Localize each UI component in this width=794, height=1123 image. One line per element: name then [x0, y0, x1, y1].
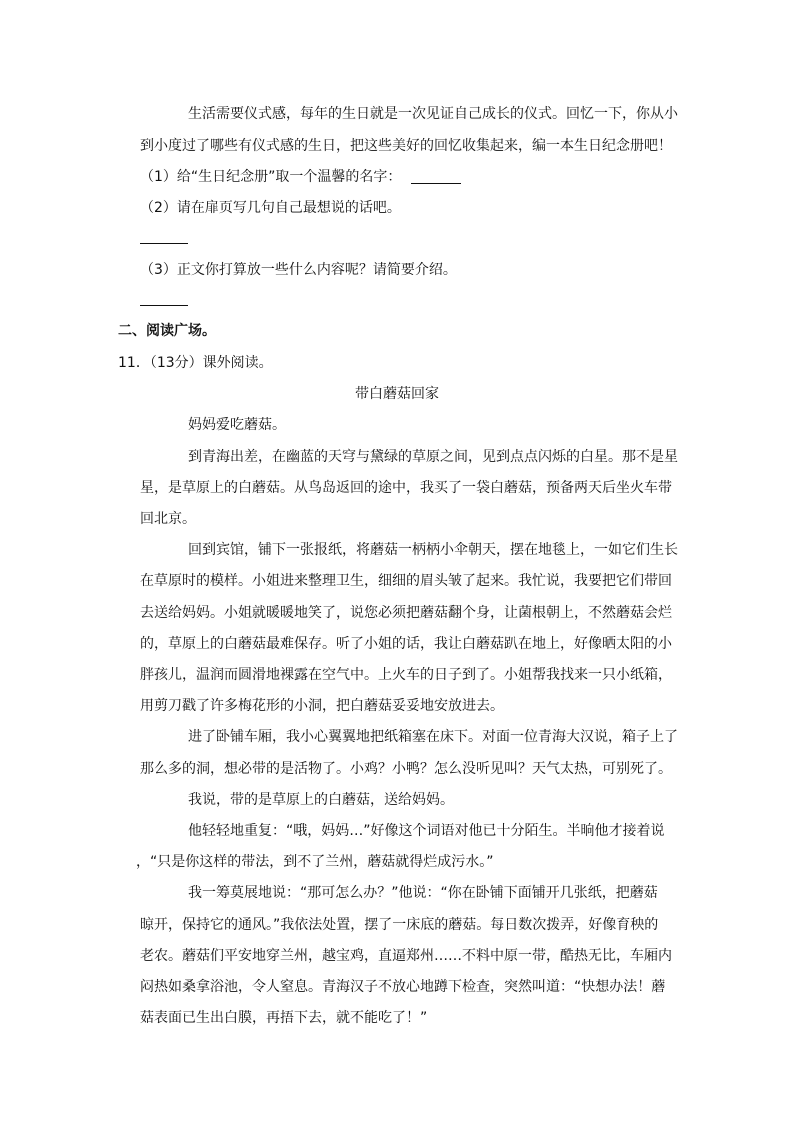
passage-line: 用剪刀戳了许多梅花形的小洞，把白蘑菇妥妥地安放进去。 [140, 698, 504, 714]
passage-line: 我说，带的是草原上的白蘑菇，送给妈妈。 [188, 792, 454, 808]
passage-line: 那么多的洞，想必带的是活物了。小鸡？小鸭？怎么没听见叫？天气太热，可别死了。 [140, 761, 672, 777]
passage-line: 星，是草原上的白蘑菇。从鸟岛返回的途中，我买了一袋白蘑菇，预备两天后坐火车带 [140, 480, 672, 496]
passage-line: ，“只是你这样的带法，到不了兰州，蘑菇就得烂成污水。” [136, 854, 494, 870]
passage-line: 菇表面已生出白膜，再捂下去，就不能吃了！” [140, 1010, 428, 1026]
passage-line: 老农。蘑菇们平安地穿兰州，越宝鸡，直逼郑州……不料中原一带，酷热无比，车厢内 [140, 948, 672, 964]
passage-line: 回北京。 [140, 511, 196, 527]
q10-sub-question-1-answer-blank[interactable] [411, 183, 461, 184]
q10-sub-question-3: （3）正文你打算放一些什么内容呢？请简要介绍。 [140, 262, 457, 278]
passage-line: 晾开，保持它的通风。”我依法处置，摆了一床底的蘑菇。每日数次拨弄，好像育秧的 [140, 917, 659, 933]
passage-line: 胖孩儿，温润而圆滑地裸露在空气中。上火车的日子到了。小姐帮我找来一只小纸箱， [140, 667, 672, 683]
passage-line: 他轻轻地重复：“哦，妈妈…”好像这个词语对他已十分陌生。半晌他才接着说 [188, 823, 665, 839]
passage-line: 闷热如桑拿浴池，令人窒息。青海汉子不放心地蹲下检查，突然叫道：“快想办法！蘑 [140, 979, 666, 995]
passage-line: 进了卧铺车厢，我小心翼翼地把纸箱塞在床下。对面一位青海大汉说，箱子上了 [188, 729, 678, 745]
section-heading-reading: 二、阅读广场。 [118, 323, 216, 339]
passage-line: 妈妈爱吃蘑菇。 [188, 417, 286, 433]
q10-sub-question-2-answer-blank[interactable] [140, 243, 188, 244]
passage-line: 的，草原上的白蘑菇最难保存。听了小姐的话，我让白蘑菇趴在地上，好像晒太阳的小 [140, 636, 672, 652]
passage-line: 去送给妈妈。小姐就暖暖地笑了，说您必须把蘑菇翻个身，让菌根朝上，不然蘑菇会烂 [140, 605, 672, 621]
q11-label: 11．（13分）课外阅读。 [118, 355, 273, 371]
passage-line: 我一筹莫展地说：“那可怎么办？”他说：“你在卧铺下面铺开几张纸，把蘑菇 [188, 885, 658, 901]
passage-line: 到青海出差，在幽蓝的天穹与黛绿的草原之间，见到点点闪烁的白星。那不是星 [188, 449, 678, 465]
q10-sub-question-3-answer-blank[interactable] [140, 305, 188, 306]
q10-sub-question-2: （2）请在扉页写几句自己最想说的话吧。 [140, 200, 401, 216]
passage-line: 在草原时的模样。小姐进来整理卫生，细细的眉头皱了起来。我忙说，我要把它们带回 [140, 573, 672, 589]
q10-sub-question-1: （1）给“生日纪念册”取一个温馨的名字： [140, 169, 402, 185]
q10-intro-line-1: 生活需要仪式感，每年的生日就是一次见证自己成长的仪式。回忆一下，你从小 [188, 106, 678, 122]
q10-intro-line-2: 到小度过了哪些有仪式感的生日，把这些美好的回忆收集起来，编一本生日纪念册吧！ [140, 138, 672, 154]
passage-line: 回到宾馆，铺下一张报纸，将蘑菇一柄柄小伞朝天，摆在地毯上，一如它们生长 [188, 542, 678, 558]
passage-title: 带白蘑菇回家 [355, 386, 439, 402]
